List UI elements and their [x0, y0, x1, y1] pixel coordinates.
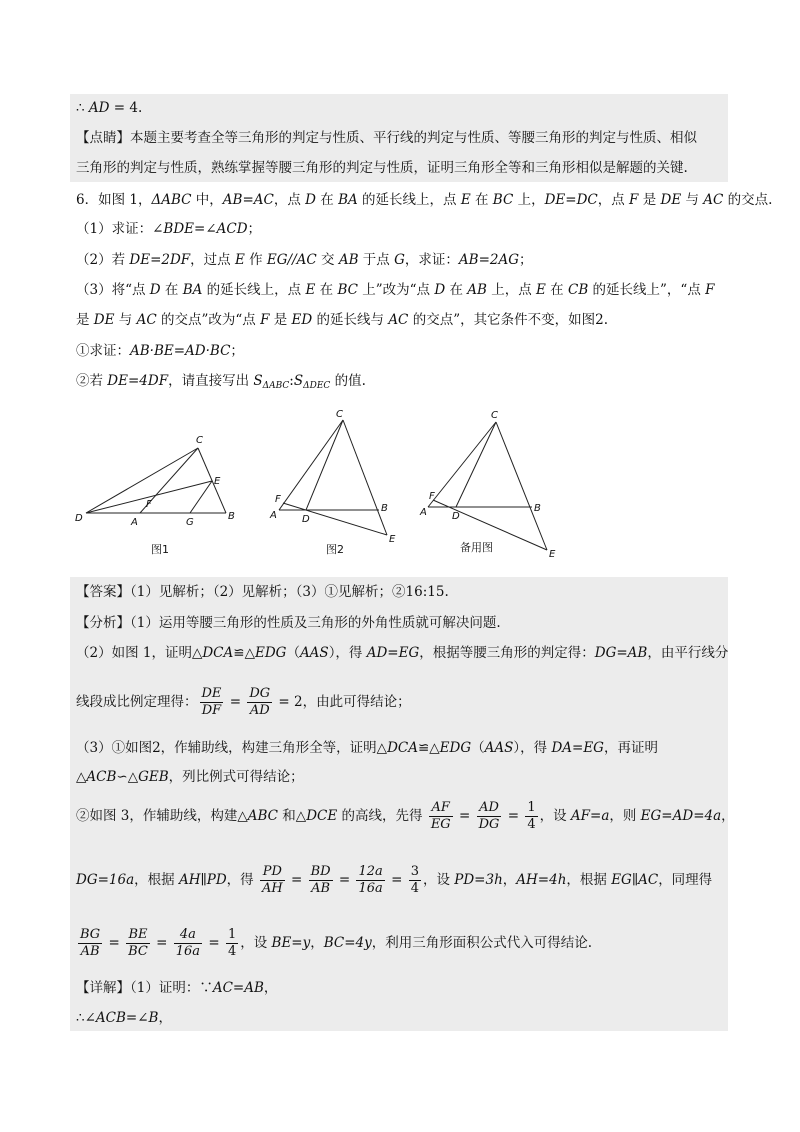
analysis-line-5: △ACB∽△GEB，列比例式可得结论；: [76, 769, 304, 785]
fig2-label-B: B: [381, 503, 388, 514]
fig1-label-E: E: [214, 476, 221, 487]
fig3-caption: 备用图: [460, 541, 493, 554]
analysis-line-6: ②如图 3，作辅助线，构建△ABC 和△DCE 的高线，先得 $\frac{AF}{EG}$ = $\frac{AD}{DG}$ = $\frac{1}{4}$ ，设 AF=a，则 EG=AD=4a，: [76, 800, 735, 832]
analysis-line-1: 【分析】（1）运用等腰三角形的性质及三角形的外角性质就可解决问题.: [76, 615, 501, 631]
figure-2: [279, 420, 387, 535]
fig2-label-D: D: [302, 514, 310, 525]
problem-6-line: 6．如图 1，ΔABC 中，AB=AC，点 D 在 BA 的延长线上，点 E 在 BC 上，DE=DC，点 F 是 DE 与 AC 的交点.: [76, 192, 773, 208]
note-line-1: 【点睛】本题主要考查全等三角形的判定与性质、平行线的判定与性质、等腰三角形的判定与性质、相似: [76, 130, 697, 146]
fig1-label-D: D: [75, 513, 83, 524]
answer-line: 【答案】（1）见解析；（2）见解析；（3）①见解析；②16:15.: [76, 584, 449, 600]
fig2-caption: 图2: [326, 543, 344, 556]
fig3-label-E: E: [549, 549, 556, 560]
fig2-label-A: A: [270, 510, 277, 521]
fig2-label-C: C: [336, 409, 343, 420]
fig1-label-C: C: [196, 435, 203, 446]
fig2-label-F: F: [275, 494, 281, 505]
fig2-label-E: E: [389, 534, 396, 545]
detail-line-1: 【详解】（1）证明：∵AC=AB，: [76, 980, 278, 996]
part-3-2-line: ②若 DE=4DF，请直接写出 $S_{\Delta ABC}:S_{\Delta DEC}$ 的值.: [76, 373, 366, 391]
text-line-1: ∴ AD = 4.: [76, 100, 143, 116]
fig1-label-B: B: [228, 511, 235, 522]
part-3-1-line: ①求证：AB·BE=AD·BC；: [76, 343, 244, 359]
fig1-label-G: G: [186, 517, 194, 528]
figures: [0, 405, 800, 575]
fig3-label-C: C: [491, 410, 498, 421]
figure-1: [86, 448, 226, 513]
fig1-caption: 图1: [151, 543, 169, 556]
detail-line-2: ∴∠ACB=∠B，: [76, 1010, 172, 1026]
figure-3: [428, 422, 547, 550]
fig3-label-D: D: [452, 511, 460, 522]
part-1-line: （1）求证：∠BDE=∠ACD；: [76, 221, 262, 237]
analysis-line-4: （3）①如图2，作辅助线，构建三角形全等，证明△DCA≌△EDG（AAS），得 DA=EG，再证明: [76, 740, 658, 756]
fig3-label-A: A: [420, 507, 427, 518]
note-line-2: 三角形的判定与性质，熟练掌握等腰三角形的判定与性质，证明三角形全等和三角形相似是解题的关键.: [76, 160, 688, 176]
analysis-line-8: $\frac{BG}{AB}$ = $\frac{BE}{BC}$ = $\frac{4a}{16a}$ = $\frac{1}{4}$ ，设 BE=y，BC=4y，利用三角形面积公式代入可得结论.: [80, 927, 593, 959]
fig3-label-B: B: [534, 503, 541, 514]
fig1-label-F: F: [146, 499, 152, 510]
analysis-line-7: DG=16a，根据 AH∥PD，得 $\frac{PD}{AH}$ = $\frac{BD}{AB}$ = $\frac{12a}{16a}$ = $\frac{3}{4}$ ，设 PD=3h，AH=4h，根据 EG∥AC，同理得: [76, 864, 713, 896]
part-2-line: （2）若 DE=2DF，过点 E 作 EG//AC 交 AB 于点 G，求证：AB=2AG；: [76, 252, 533, 268]
analysis-line-2: （2）如图 1，证明△DCA≌△EDG（AAS），得 AD=EG，根据等腰三角形的判定得：DG=AB，由平行线分: [76, 645, 729, 661]
analysis-line-3: 线段成比例定理得： $\frac{DE}{DF}$ = $\frac{DG}{AD}$ = 2，由此可得结论；: [76, 686, 411, 718]
fig1-label-A: A: [131, 517, 138, 528]
fig3-label-F: F: [429, 491, 435, 502]
part-3-line-2: 是 DE 与 AC 的交点”改为“点 F 是 ED 的延长线与 AC 的交点”，其它条件不变，如图2.: [76, 312, 608, 328]
part-3-line: （3）将“点 D 在 BA 的延长线上，点 E 在 BC 上”改为“点 D 在 AB 上，点 E 在 CB 的延长线上”，“点 F: [76, 282, 715, 298]
